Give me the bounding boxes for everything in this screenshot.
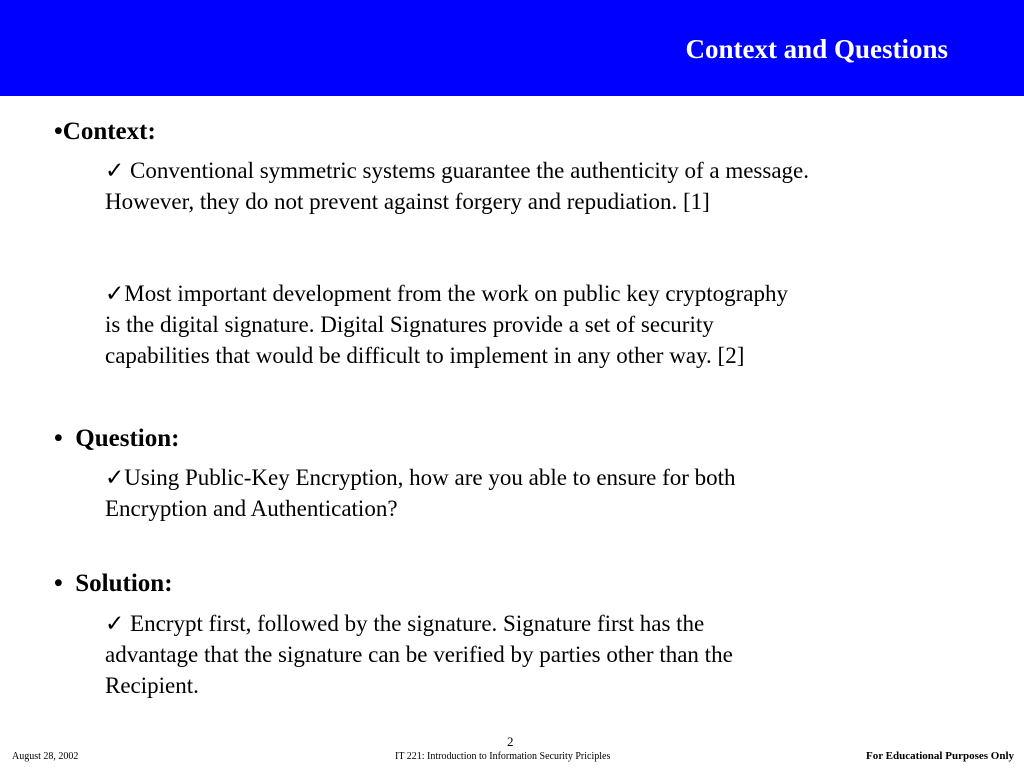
section-heading-context: [54, 118, 156, 146]
footer-course-title: IT 221: Introduction to Information Security Priciples: [395, 751, 611, 762]
paragraph-line: is the digital signature. Digital Signatures provide a set of security: [105, 312, 714, 337]
paragraph-line: ✓ Encrypt first, followed by the signature. Signature first has the: [105, 611, 705, 636]
header-band: [0, 0, 1024, 96]
paragraph-line: Encryption and Authentication?: [105, 496, 398, 521]
section-heading-label: Solution:: [75, 570, 173, 597]
paragraph-line: capabilities that would be difficult to implement in any other way. [2]: [105, 343, 745, 368]
paragraph-line: advantage that the signature can be verified by parties other than the: [105, 642, 733, 667]
solution-item-1: [105, 608, 733, 701]
paragraph-line: Recipient.: [105, 673, 199, 698]
section-heading-label: Question:: [75, 425, 180, 452]
paragraph-line: However, they do not prevent against forgery and repudiation. [1]: [105, 189, 710, 214]
section-heading-question: [54, 425, 179, 453]
paragraph-line: ✓Using Public-Key Encryption, how are you able to ensure for both: [105, 465, 736, 490]
footer-note: For Educational Purposes Only: [865, 750, 1014, 762]
context-item-1: [105, 155, 809, 217]
checkmark-icon: ✓: [105, 281, 125, 306]
slide-title: Context and Questions: [685, 34, 948, 64]
context-item-2: [105, 278, 788, 371]
section-heading-label: Context:: [62, 118, 156, 145]
checkmark-icon: ✓: [105, 158, 125, 183]
bullet-icon: •: [54, 118, 63, 145]
paragraph-line: ✓ Conventional symmetric systems guarantee the authenticity of a message.: [105, 158, 809, 183]
question-item-1: [105, 462, 736, 524]
page-number: 2: [507, 734, 514, 749]
section-heading-solution: [54, 570, 173, 598]
checkmark-icon: ✓: [105, 611, 125, 636]
footer-date: August 28, 2002: [12, 751, 79, 762]
paragraph-line: ✓Most important development from the work on public key cryptography: [105, 281, 788, 306]
checkmark-icon: ✓: [105, 465, 125, 490]
bullet-icon: •: [54, 425, 63, 452]
bullet-icon: •: [54, 570, 63, 597]
